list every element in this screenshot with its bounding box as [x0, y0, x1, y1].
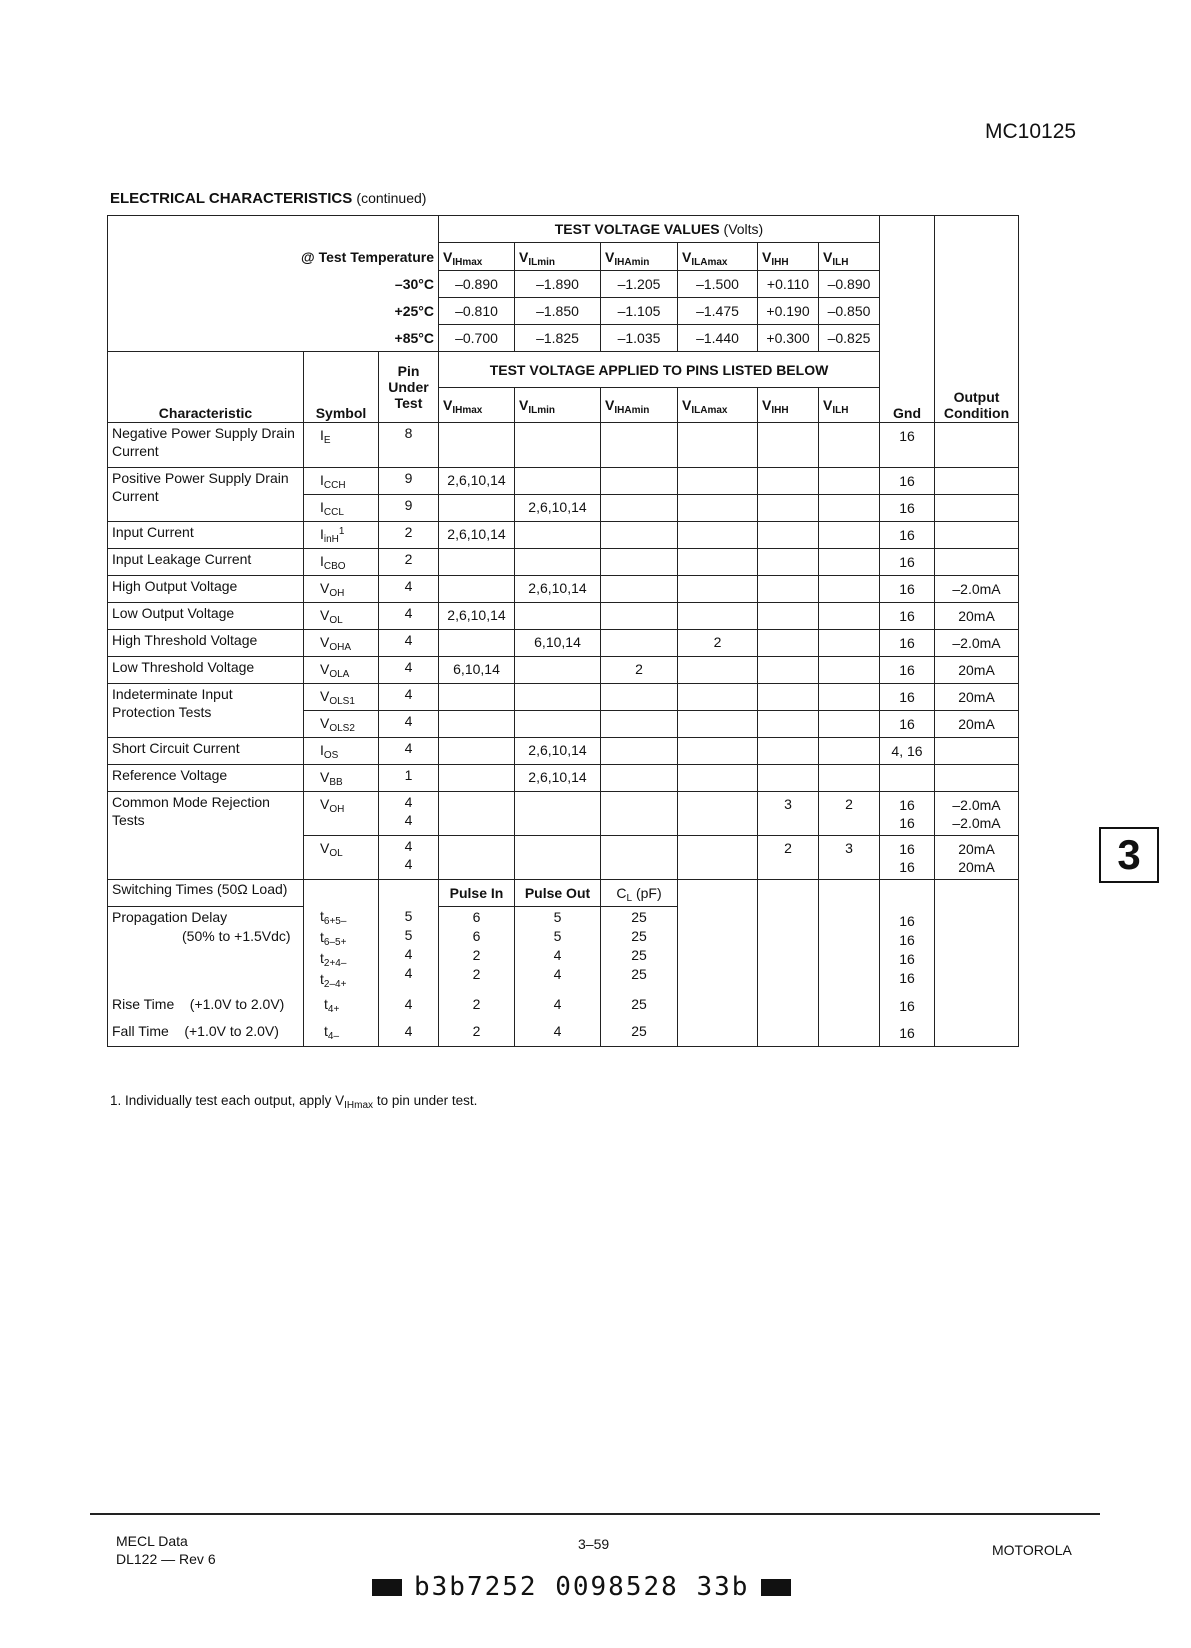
- char-header-top: [108, 352, 304, 388]
- symbol-cell: $I_E$: [304, 422, 379, 467]
- applied-pin-cell: [439, 422, 515, 467]
- switch-blank: [678, 906, 758, 992]
- applied-pin-cell: 3: [819, 835, 880, 879]
- applied-pin-cell: [819, 710, 880, 737]
- applied-pin-cell: [439, 629, 515, 656]
- pin-cell: 4: [379, 602, 439, 629]
- output-cell: –2.0mA –2.0mA: [935, 791, 1019, 835]
- applied-pin-cell: 2: [601, 656, 678, 683]
- footer-publication: MECL Data: [116, 1533, 188, 1549]
- characteristic-cell: High Output Voltage: [108, 575, 304, 602]
- applied-header-5: $V_{ILH}$: [819, 388, 880, 423]
- applied-header-2: $V_{IHAmin}$: [601, 388, 678, 423]
- applied-pin-cell: 2,6,10,14: [515, 575, 601, 602]
- applied-pin-cell: [819, 422, 880, 467]
- applied-pin-cell: [601, 835, 678, 879]
- output-header-mid: [935, 243, 1019, 271]
- gnd-cell: 16: [880, 521, 935, 548]
- applied-pin-cell: [819, 764, 880, 791]
- applied-pin-cell: [601, 521, 678, 548]
- switch-pin: 4: [379, 1019, 439, 1046]
- switch-out: [935, 906, 1019, 992]
- prop-symbols: $t_{6+5-}$ $t_{6-5+}$ $t_{2+4-}$ $t_{2-4+}$: [304, 906, 379, 992]
- applied-pin-cell: [601, 791, 678, 835]
- output-cell: [935, 494, 1019, 521]
- barcode-block-right: [761, 1579, 791, 1596]
- gnd-header-blank: [880, 271, 935, 298]
- barcode-text: b3b7252 0098528 33b: [414, 1572, 750, 1602]
- applied-pin-cell: 2,6,10,14: [439, 521, 515, 548]
- barcode-block-left: [372, 1579, 402, 1596]
- applied-pin-cell: [758, 521, 819, 548]
- temp-value-cell: –1.500: [678, 271, 758, 298]
- footer-left: [116, 1532, 216, 1568]
- applied-pin-cell: 2: [758, 835, 819, 879]
- symbol-cell: $V_{OH}$: [304, 575, 379, 602]
- switch-out: [935, 1019, 1019, 1046]
- temp-value-cell: +0.300: [758, 325, 819, 352]
- fall-time-cell: Fall Time (+1.0V to 2.0V): [108, 1019, 304, 1046]
- applied-pin-cell: [758, 467, 819, 494]
- applied-pin-cell: [758, 737, 819, 764]
- applied-pin-cell: [515, 791, 601, 835]
- gnd-header-top: [880, 216, 935, 243]
- applied-pin-cell: [601, 710, 678, 737]
- pin-cell: 4: [379, 575, 439, 602]
- applied-pin-cell: [758, 548, 819, 575]
- symbol-cell: $V_{OLA}$: [304, 656, 379, 683]
- characteristic-cell: Low Output Voltage: [108, 602, 304, 629]
- voltage-header-4: $V_{IHH}$: [758, 243, 819, 271]
- output-cell: –2.0mA: [935, 629, 1019, 656]
- applied-pin-cell: 2,6,10,14: [515, 494, 601, 521]
- applied-pin-cell: 6,10,14: [515, 629, 601, 656]
- output-cell: [935, 548, 1019, 575]
- voltage-header-0: $V_{IHmax}$: [439, 243, 515, 271]
- pin-cell: 8: [379, 422, 439, 467]
- applied-header-1: $V_{ILmin}$: [515, 388, 601, 423]
- gnd-cell: 16: [880, 467, 935, 494]
- pin-cell: 4: [379, 683, 439, 710]
- switch-blank: [678, 879, 758, 906]
- applied-pin-cell: [515, 422, 601, 467]
- test-voltage-values-heading: TEST VOLTAGE VALUES (Volts): [439, 216, 880, 243]
- electrical-characteristics-table: [107, 215, 1019, 1047]
- applied-pin-cell: [758, 764, 819, 791]
- gnd-cell: 16: [880, 710, 935, 737]
- characteristic-cell: High Threshold Voltage: [108, 629, 304, 656]
- switch-blank: [758, 879, 819, 906]
- applied-pin-cell: [439, 791, 515, 835]
- switch-blank: [819, 1019, 880, 1046]
- symbol-cell: $V_{OL}$: [304, 602, 379, 629]
- symbol-cell: $I_{inH}^1$: [304, 521, 379, 548]
- temp-value-cell: –0.810: [439, 298, 515, 325]
- applied-pin-cell: [515, 683, 601, 710]
- gnd-cell: 16: [880, 494, 935, 521]
- pulse-out-heading: Pulse Out: [515, 879, 601, 906]
- switching-times-label: Switching Times (50Ω Load): [108, 879, 304, 906]
- symbol-cell: $V_{OLS1}$: [304, 683, 379, 710]
- gnd-cell: 16 16: [880, 835, 935, 879]
- gnd-cell: 16: [880, 656, 935, 683]
- gnd-header-blank: [880, 352, 935, 388]
- temp-value-cell: –1.890: [515, 271, 601, 298]
- characteristic-cell: Short Circuit Current: [108, 737, 304, 764]
- applied-pin-cell: [678, 548, 758, 575]
- pin-cell: 4: [379, 629, 439, 656]
- temp-value-cell: –0.700: [439, 325, 515, 352]
- footer-revision: DL122 — Rev 6: [116, 1551, 216, 1567]
- pin-cell: 4: [379, 737, 439, 764]
- applied-pin-cell: 2: [678, 629, 758, 656]
- gnd-cell: 4, 16: [880, 737, 935, 764]
- switch-pin-top: [379, 879, 439, 906]
- pin-cell: 4 4: [379, 835, 439, 879]
- output-cell: [935, 737, 1019, 764]
- characteristic-cell: Reference Voltage: [108, 764, 304, 791]
- pin-cell: 2: [379, 521, 439, 548]
- gnd-heading: Gnd: [880, 388, 935, 423]
- applied-pin-cell: [439, 835, 515, 879]
- applied-pin-cell: [601, 548, 678, 575]
- applied-pin-cell: [758, 656, 819, 683]
- applied-pin-cell: [678, 467, 758, 494]
- applied-header-0: $V_{IHmax}$: [439, 388, 515, 423]
- applied-pin-cell: [678, 710, 758, 737]
- gnd-header-blank: [880, 325, 935, 352]
- output-header-blank: [935, 298, 1019, 325]
- applied-pin-cell: [819, 737, 880, 764]
- applied-pin-cell: [678, 683, 758, 710]
- switch-pulse-in: 2: [439, 992, 515, 1019]
- applied-pin-cell: 2: [819, 791, 880, 835]
- applied-pin-cell: [758, 422, 819, 467]
- gnd-cell: [880, 764, 935, 791]
- temp-value-cell: +0.190: [758, 298, 819, 325]
- applied-pin-cell: [439, 764, 515, 791]
- footnote: 1. Individually test each output, apply $V_{IHmax}$ to pin under test.: [110, 1093, 478, 1111]
- temp-value-cell: –0.890: [439, 271, 515, 298]
- switch-blank: [819, 906, 880, 992]
- switch-pulse-out: 4: [515, 992, 601, 1019]
- applied-pin-cell: [678, 737, 758, 764]
- switch-blank: [678, 1019, 758, 1046]
- title-main: ELECTRICAL CHARACTERISTICS: [110, 190, 353, 207]
- cl-heading: $C_L$ (pF): [601, 879, 678, 906]
- symbol-heading: Symbol: [304, 388, 379, 423]
- pulse-in-heading: Pulse In: [439, 879, 515, 906]
- applied-pin-cell: [515, 467, 601, 494]
- applied-header-3: $V_{ILAmax}$: [678, 388, 758, 423]
- applied-pin-cell: [758, 575, 819, 602]
- characteristic-cell: Common Mode Rejection Tests: [108, 791, 304, 879]
- applied-pin-cell: 2,6,10,14: [439, 602, 515, 629]
- prop-gnd: 16 16 16 16: [880, 906, 935, 992]
- temp-value-cell: –0.890: [819, 271, 880, 298]
- pin-cell: 4: [379, 710, 439, 737]
- applied-pin-cell: [439, 494, 515, 521]
- applied-pin-cell: [819, 683, 880, 710]
- footer-rule: [90, 1513, 1100, 1515]
- switch-pulse-in: 2: [439, 1019, 515, 1046]
- symbol-cell: $I_{OS}$: [304, 737, 379, 764]
- prop-cl: 25 25 25 25: [601, 906, 678, 992]
- applied-pin-cell: [515, 656, 601, 683]
- applied-pin-cell: 2,6,10,14: [515, 764, 601, 791]
- applied-pin-cell: [819, 575, 880, 602]
- switch-symbol: $t_{4-}$: [304, 1019, 379, 1046]
- barcode: [360, 1572, 803, 1602]
- applied-pin-cell: [439, 575, 515, 602]
- prop-pins: 5 5 4 4: [379, 906, 439, 992]
- pin-cell: 9: [379, 467, 439, 494]
- characteristic-cell: Input Leakage Current: [108, 548, 304, 575]
- symbol-cell: $I_{CBO}$: [304, 548, 379, 575]
- footer-brand: MOTOROLA: [992, 1542, 1072, 1558]
- switch-gnd: 16: [880, 1019, 935, 1046]
- output-cell: –2.0mA: [935, 575, 1019, 602]
- switch-symbol-top: [304, 879, 379, 906]
- applied-pin-cell: [601, 629, 678, 656]
- applied-pin-cell: 6,10,14: [439, 656, 515, 683]
- pin-cell: 4 4: [379, 791, 439, 835]
- pin-cell: 2: [379, 548, 439, 575]
- gnd-cell: 16: [880, 548, 935, 575]
- switch-gnd: 16: [880, 992, 935, 1019]
- output-header-top: [935, 216, 1019, 243]
- applied-pin-cell: [758, 710, 819, 737]
- applied-pin-cell: 3: [758, 791, 819, 835]
- footer-page-number: 3–59: [578, 1536, 610, 1552]
- characteristic-cell: Input Current: [108, 521, 304, 548]
- gnd-cell: 16: [880, 683, 935, 710]
- output-cell: 20mA: [935, 710, 1019, 737]
- applied-pin-cell: [601, 575, 678, 602]
- switch-blank: [819, 992, 880, 1019]
- applied-pin-cell: [601, 467, 678, 494]
- gnd-cell: 16: [880, 422, 935, 467]
- applied-pin-cell: [678, 521, 758, 548]
- applied-pin-cell: [819, 548, 880, 575]
- applied-pin-cell: [601, 422, 678, 467]
- temp-value-cell: –1.205: [601, 271, 678, 298]
- gnd-cell: 16 16: [880, 791, 935, 835]
- applied-pin-cell: [601, 737, 678, 764]
- switch-cl: 25: [601, 1019, 678, 1046]
- temp-value-cell: –1.475: [678, 298, 758, 325]
- applied-pin-cell: [819, 494, 880, 521]
- test-temperature-label: @ Test Temperature: [108, 243, 439, 271]
- applied-pin-cell: [439, 737, 515, 764]
- applied-pin-cell: [819, 521, 880, 548]
- output-cell: [935, 521, 1019, 548]
- applied-pin-cell: [758, 683, 819, 710]
- output-cell: 20mA: [935, 656, 1019, 683]
- applied-pin-cell: 2,6,10,14: [439, 467, 515, 494]
- applied-pin-cell: [819, 467, 880, 494]
- temp-value-cell: –0.825: [819, 325, 880, 352]
- symbol-header-top: [304, 352, 379, 388]
- gnd-header-mid: [880, 243, 935, 271]
- output-cell: 20mA: [935, 683, 1019, 710]
- switch-blank: [758, 906, 819, 992]
- symbol-cell: $V_{BB}$: [304, 764, 379, 791]
- applied-pin-cell: [819, 602, 880, 629]
- prop-pulse-in: 6 6 2 2: [439, 906, 515, 992]
- switch-symbol: $t_{4+}$: [304, 992, 379, 1019]
- symbol-cell: $V_{OH}$: [304, 791, 379, 835]
- voltage-header-3: $V_{ILAmax}$: [678, 243, 758, 271]
- output-header-blank: [935, 325, 1019, 352]
- temp-value-cell: –1.105: [601, 298, 678, 325]
- output-header-blank: [935, 271, 1019, 298]
- applied-pin-cell: [601, 764, 678, 791]
- applied-pin-cell: [601, 683, 678, 710]
- title-suffix: (continued): [356, 190, 427, 206]
- switch-cl: 25: [601, 992, 678, 1019]
- symbol-cell: $I_{CCH}$: [304, 467, 379, 494]
- temp-value-cell: –1.850: [515, 298, 601, 325]
- applied-header-4: $V_{IHH}$: [758, 388, 819, 423]
- output-cell: 20mA 20mA: [935, 835, 1019, 879]
- applied-pin-cell: [515, 521, 601, 548]
- output-header-blank: [935, 352, 1019, 388]
- temp-value-cell: –1.035: [601, 325, 678, 352]
- pin-cell: 9: [379, 494, 439, 521]
- applied-pins-heading: TEST VOLTAGE APPLIED TO PINS LISTED BELOW: [439, 352, 880, 388]
- applied-pin-cell: [678, 656, 758, 683]
- applied-pin-cell: [678, 575, 758, 602]
- output-cell: 20mA: [935, 602, 1019, 629]
- gnd-cell: 16: [880, 602, 935, 629]
- applied-pin-cell: [515, 710, 601, 737]
- switch-gnd-top: [880, 879, 935, 906]
- section-title: [110, 190, 426, 207]
- switch-blank: [678, 992, 758, 1019]
- applied-pin-cell: [439, 683, 515, 710]
- applied-pin-cell: [439, 710, 515, 737]
- applied-pin-cell: [678, 764, 758, 791]
- prop-pulse-out: 5 5 4 4: [515, 906, 601, 992]
- gnd-header-blank: [880, 298, 935, 325]
- gnd-cell: 16: [880, 575, 935, 602]
- switch-pulse-out: 4: [515, 1019, 601, 1046]
- output-condition-heading: Output Condition: [935, 388, 1019, 423]
- applied-pin-cell: [601, 494, 678, 521]
- pin-cell: 1: [379, 764, 439, 791]
- temp-value-cell: +0.110: [758, 271, 819, 298]
- applied-pin-cell: [515, 835, 601, 879]
- applied-pin-cell: [758, 602, 819, 629]
- applied-pin-cell: [678, 602, 758, 629]
- pin-cell: 4: [379, 656, 439, 683]
- characteristic-cell: Negative Power Supply Drain Current: [108, 422, 304, 467]
- switch-blank: [758, 1019, 819, 1046]
- applied-pin-cell: [678, 422, 758, 467]
- switch-blank: [758, 992, 819, 1019]
- temp-row-label: +25°C: [108, 298, 439, 325]
- temp-row-label: –30°C: [108, 271, 439, 298]
- propagation-delay-cell: Propagation Delay (50% to +1.5Vdc): [108, 906, 304, 992]
- characteristic-cell: Positive Power Supply Drain Current: [108, 467, 304, 521]
- switch-pin: 4: [379, 992, 439, 1019]
- temp-value-cell: –1.440: [678, 325, 758, 352]
- section-tab-marker: 3: [1099, 827, 1159, 883]
- applied-pin-cell: 2,6,10,14: [515, 737, 601, 764]
- applied-pin-cell: [515, 548, 601, 575]
- voltage-header-1: $V_{ILmin}$: [515, 243, 601, 271]
- pin-under-test-heading: Pin Under Test: [379, 352, 439, 423]
- rise-time-cell: Rise Time (+1.0V to 2.0V): [108, 992, 304, 1019]
- characteristic-heading: Characteristic: [108, 388, 304, 423]
- symbol-cell: $I_{CCL}$: [304, 494, 379, 521]
- applied-pin-cell: [819, 629, 880, 656]
- output-cell: [935, 467, 1019, 494]
- characteristic-cell: Indeterminate Input Protection Tests: [108, 683, 304, 737]
- header-blank-left: [108, 216, 439, 243]
- applied-pin-cell: [678, 835, 758, 879]
- symbol-cell: $V_{OL}$: [304, 835, 379, 879]
- prop-delay-label: Propagation Delay: [112, 908, 228, 925]
- applied-pin-cell: [601, 602, 678, 629]
- switch-out-top: [935, 879, 1019, 906]
- temp-value-cell: –1.825: [515, 325, 601, 352]
- temp-row-label: +85°C: [108, 325, 439, 352]
- voltage-header-5: $V_{ILH}$: [819, 243, 880, 271]
- output-cell: [935, 764, 1019, 791]
- part-number: MC10125: [985, 120, 1077, 143]
- output-cell: [935, 422, 1019, 467]
- applied-pin-cell: [758, 629, 819, 656]
- temp-value-cell: –0.850: [819, 298, 880, 325]
- applied-pin-cell: [678, 791, 758, 835]
- characteristic-cell: Low Threshold Voltage: [108, 656, 304, 683]
- symbol-cell: $V_{OLS2}$: [304, 710, 379, 737]
- applied-pin-cell: [758, 494, 819, 521]
- applied-pin-cell: [515, 602, 601, 629]
- switch-out: [935, 992, 1019, 1019]
- switch-blank: [819, 879, 880, 906]
- applied-pin-cell: [678, 494, 758, 521]
- symbol-cell: $V_{OHA}$: [304, 629, 379, 656]
- gnd-cell: 16: [880, 629, 935, 656]
- applied-pin-cell: [819, 656, 880, 683]
- voltage-header-2: $V_{IHAmin}$: [601, 243, 678, 271]
- applied-pin-cell: [439, 548, 515, 575]
